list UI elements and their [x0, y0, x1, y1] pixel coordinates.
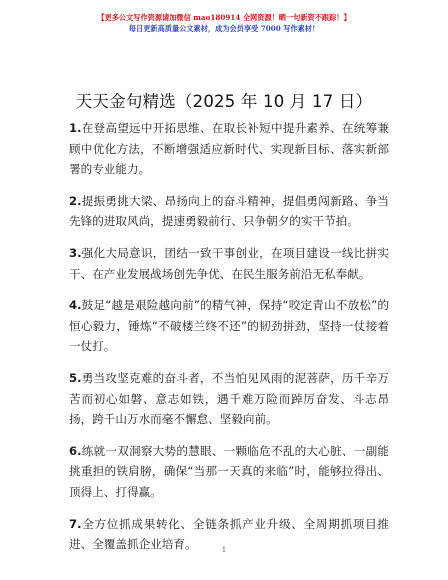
paragraph-number: 3. — [69, 245, 82, 260]
paragraph-5 — [69, 368, 389, 430]
paragraph-number: 1. — [69, 121, 82, 135]
paragraph-2 — [69, 191, 389, 232]
paragraph-text: 鼓足“越是艰险越向前”的精气神，保持“咬定青山不放松”的恒心毅力，锤炼“不破楼兰终不还”的韧劲拼劲，坚持一仗接着一仗打。 — [69, 298, 389, 354]
paragraph-1 — [69, 118, 389, 180]
paragraph-text: 强化大局意识，团结一致干事创业，在项目建设一线比拼实干、在产业发展战场创先争优、在民生服务前沿无私奉献。 — [69, 245, 389, 281]
paragraph-text: 全方位抓成果转化、全链条抓产业升级、全周期抓项目推进、全覆盖抓企业培育。 — [69, 516, 389, 552]
paragraph-number: 5. — [69, 370, 82, 385]
paragraph-4 — [69, 295, 389, 357]
paragraph-number: 4. — [69, 298, 82, 313]
paragraph-number: 2. — [69, 193, 82, 208]
paragraph-text: 在登高望远中开拓思维、在取长补短中提升素养、在统筹兼顾中优化方法，不断增强适应新时代、实现新目标、落实新部署的专业能力。 — [69, 121, 389, 177]
paragraph-text: 提振勇挑大梁、昂扬向上的奋斗精神，提倡勇闯新路、争当先锋的进取风尚，提速勇毅前行、只争朝夕的实干节拍。 — [69, 193, 389, 229]
document-body — [69, 118, 389, 566]
paragraph-3 — [69, 243, 389, 284]
paragraph-text: 练就一双洞察大势的慧眼、一颗临危不乱的大心脏、一副能挑重担的铁肩膀，确保“当那一天真的来临”时，能够拉得出、顶得上、打得赢。 — [69, 443, 389, 499]
paragraph-number: 6. — [69, 443, 82, 458]
promo-line-2: 每日更新高质量公文素材，成为会员享受 7000 写作素材！ — [128, 24, 320, 33]
promo-header — [0, 12, 448, 34]
paragraph-number: 7. — [69, 516, 82, 531]
page-number: 1 — [221, 546, 227, 554]
paragraph-6 — [69, 441, 389, 503]
promo-line-1: 【更多公文写作资源请加微信 mao180914 全网资源！晒一句新资不跟踪！】 — [97, 13, 351, 22]
paragraph-text: 勇当攻坚克难的奋斗者，不当怕见风雨的泥菩萨，历千辛万苦而初心如磐、意志如铁，遇千难万险而踔厉奋发、斗志昂扬，跨千山万水而毫不懈怠、坚毅向前。 — [69, 370, 389, 427]
document-title: 天天金句精选（2025 年 10 月 17 日） — [75, 92, 373, 111]
